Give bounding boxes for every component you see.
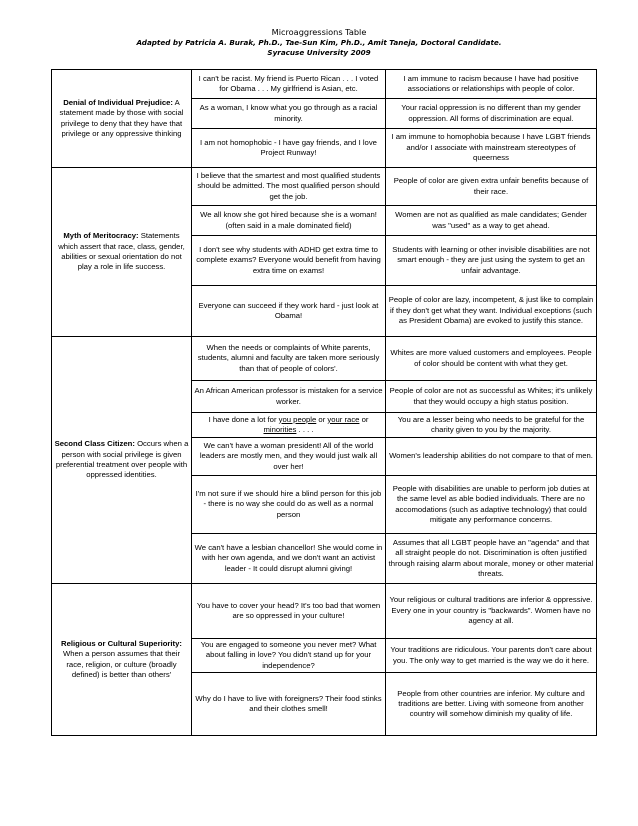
category-cell <box>52 168 192 337</box>
example-cell: I believe that the smartest and most qualified students should be admitted. The most qualified person should get the job. <box>192 168 386 206</box>
example-cell: When the needs or complaints of White parents, students, alumni and faculty are taken more seriously than that of people of colors'. <box>192 337 386 381</box>
message-cell: People of color are given extra unfair benefits because of their race. <box>386 168 597 206</box>
document-title: Microaggressions Table <box>271 27 367 37</box>
example-cell: I can't be racist. My friend is Puerto Rican . . . I voted for Obama . . . My girlfriend is Asian, etc. <box>192 70 386 99</box>
example-cell: We all know she got hired because she is a woman! (often said in a male dominated field) <box>192 206 386 236</box>
example-cell: You have to cover your head? It's too bad that women are so oppressed in your culture! <box>192 584 386 639</box>
example-cell: Everyone can succeed if they work hard - just look at Obama! <box>192 286 386 337</box>
message-cell: Your religious or cultural traditions are inferior & oppressive. Every one in your country is "backwards". Women have no agency at all. <box>386 584 597 639</box>
document-institution: Syracuse University 2009 <box>267 48 371 57</box>
example-text: or <box>359 414 369 424</box>
message-cell: People from other countries are inferior. My culture and traditions are better. Living with someone from another country will somehow diminish my quality of life. <box>386 673 597 736</box>
message-cell: People with disabilities are unable to perform job duties at the same level as able bodied individuals. There are no accomodations (such as adaptive technology) that could mitigate any performance concerns. <box>386 476 597 534</box>
category-cell <box>52 337 192 584</box>
underlined-phrase: minorities <box>263 425 297 434</box>
document-header <box>0 27 638 58</box>
message-cell: I am immune to racism because I have had positive associations or relationships with people of color. <box>386 70 597 99</box>
table-row <box>52 337 597 381</box>
underlined-phrase: you people <box>278 414 317 424</box>
category-description: Statements which assert that race, class, gender, abilities or sexual orientation do not play a role in life success. <box>58 231 185 272</box>
message-cell: You are a lesser being who needs to be grateful for the charity given to you by the majority. <box>386 413 597 438</box>
table-row <box>52 584 597 639</box>
microaggressions-table <box>51 69 597 736</box>
example-cell: An African American professor is mistaken for a service worker. <box>192 381 386 413</box>
message-cell: Students with learning or other invisible disabilities are not smart enough - they are just using the system to get an unfair advantage. <box>386 236 597 286</box>
category-description: A statement made by those with social privilege to deny that they have that privilege or any oppressive thinking <box>59 97 184 138</box>
example-cell: I am not homophobic - I have gay friends, and I love Project Runway! <box>192 129 386 168</box>
table-row <box>52 70 597 99</box>
category-name: Denial of Individual Prejudice: <box>63 97 173 107</box>
message-cell: People of color are lazy, incompetent, & just like to complain if they don't get what they want. Individual exceptions (such as President Obama) are evoked to justify this stance. <box>386 286 597 337</box>
category-name: Religious or Cultural Superiority: <box>61 638 182 648</box>
category-name: Second Class Citizen: <box>54 439 135 449</box>
example-cell: As a woman, I know what you go through as a racial minority. <box>192 99 386 129</box>
message-cell: Your traditions are ridiculous. Your parents don't care about you. The only way to get married is the way we do it here. <box>386 639 597 673</box>
example-cell: I don't see why students with ADHD get extra time to complete exams? Everyone would benefit from having extra time on exams! <box>192 236 386 286</box>
table-row <box>52 168 597 206</box>
example-cell <box>192 413 386 438</box>
message-cell: Whites are more valued customers and employees. People of color should be content with what they get. <box>386 337 597 381</box>
document-authors: Adapted by Patricia A. Burak, Ph.D., Tae-Sun Kim, Ph.D., Amit Taneja, Doctoral Candidate. <box>136 38 502 47</box>
example-text: or <box>316 414 328 424</box>
category-description: When a person assumes that their race, religion, or culture (broadly defined) is better than others' <box>62 649 181 680</box>
example-text: I have done a lot for <box>208 414 279 424</box>
message-cell: Your racial oppression is no different than my gender oppression. All forms of discrimination are equal. <box>386 99 597 129</box>
message-cell: Women are not as qualified as male candidates; Gender was "used" as a way to get ahead. <box>386 206 597 236</box>
category-name: Myth of Meritocracy: <box>63 231 139 241</box>
category-cell <box>52 70 192 168</box>
example-cell: We can't have a woman president! All of the world leaders are mostly men, and they would just walk all over her! <box>192 438 386 476</box>
example-cell: I'm not sure if we should hire a blind person for this job - there is no way she could do as well as a normal person <box>192 476 386 534</box>
message-cell: People of color are not as successful as Whites; it's unlikely that they would occupy a high status position. <box>386 381 597 413</box>
category-description: Occurs when a person with social privilege is given preferential treatment over people with oppressed identities. <box>55 439 189 480</box>
example-text: . . . . <box>296 425 314 434</box>
example-cell: You are engaged to someone you never met? What about falling in love? You didn't stand up for your independence? <box>192 639 386 673</box>
underlined-phrase: your race <box>327 414 360 424</box>
example-cell: We can't have a lesbian chancellor! She would come in with her own agenda, and we don't want an activist leader - It could disrupt alumni giving! <box>192 534 386 584</box>
message-cell: Assumes that all LGBT people have an "agenda" and that all straight people do not. Discrimination is often justified through raising alarm about morale, money or other material threats. <box>386 534 597 584</box>
message-cell: Women's leadership abilities do not compare to that of men. <box>386 438 597 476</box>
category-cell <box>52 584 192 736</box>
example-cell: Why do I have to live with foreigners? Their food stinks and their clothes smell! <box>192 673 386 736</box>
message-cell: I am immune to homophobia because I have LGBT friends and/or I associate with mainstream stereotypes of queerness <box>386 129 597 168</box>
